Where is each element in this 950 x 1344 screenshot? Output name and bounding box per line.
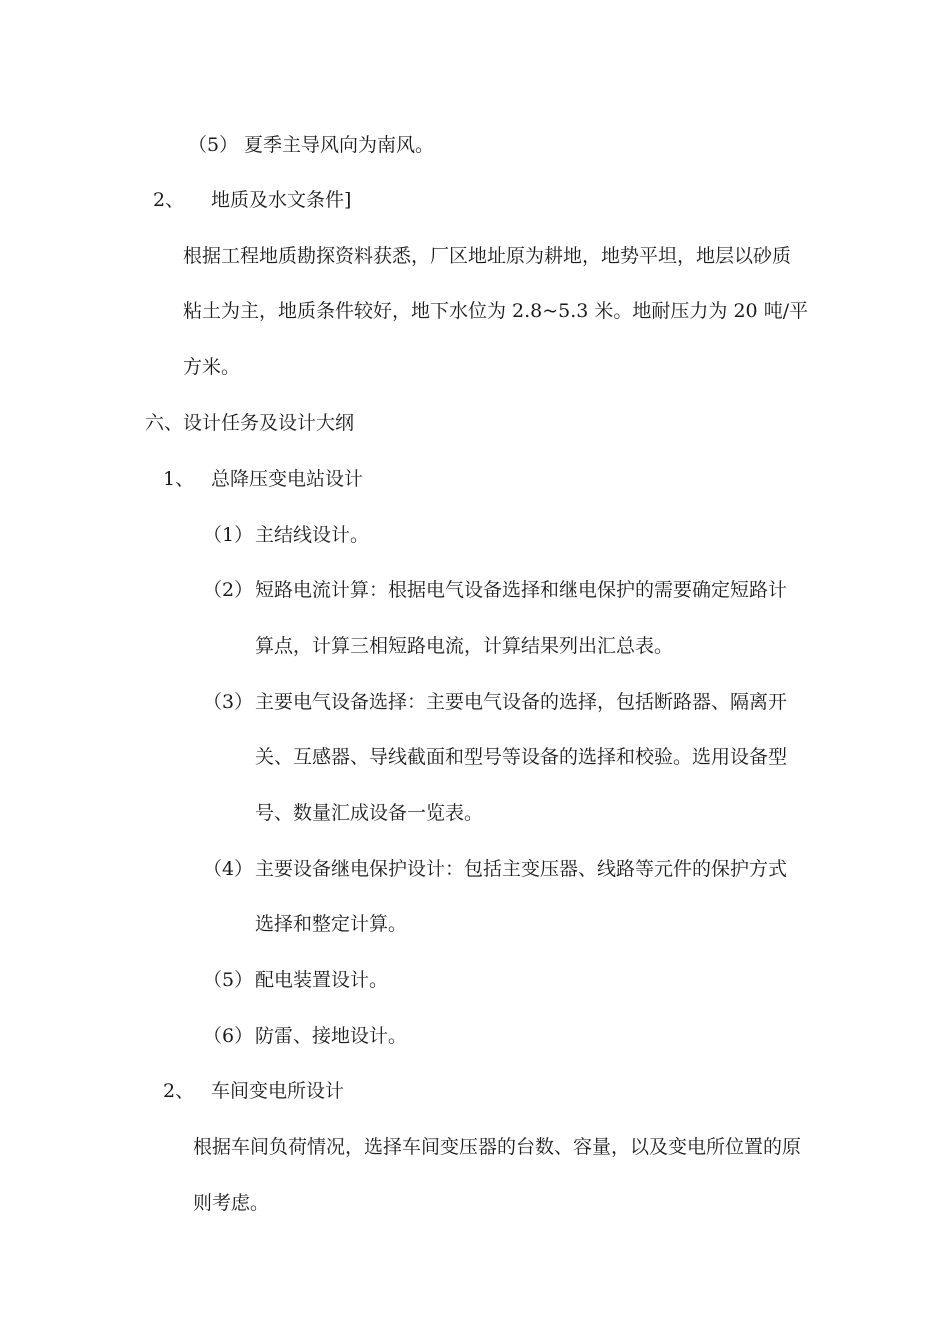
paragraph-line: 粘土为主，地质条件较好，地下水位为 2.8~5.3 米。地耐压力为 20 吨/平 [183,300,809,322]
section-number: 2、 [163,1080,195,1102]
list-marker: （6） [203,1025,254,1047]
list-item-text: 主结线设计。 [255,524,370,546]
paragraph-line: 则考虑。 [193,1192,270,1214]
list-item-text: 选择和整定计算。 [255,913,408,935]
list-marker: （4） [203,858,254,880]
section-heading: 车间变电所设计 [211,1080,345,1102]
list-item-text: 主要电气设备选择：主要电气设备的选择，包括断路器、隔离开 [255,691,788,713]
list-marker: （5） [203,969,254,991]
list-item-text: 短路电流计算：根据电气设备选择和继电保护的需要确定短路计 [255,579,788,601]
paragraph-line: 根据工程地质勘探资料获悉，厂区地址原为耕地，地势平坦，地层以砂质 [183,245,792,267]
list-item-text: 夏季主导风向为南风。 [244,134,435,156]
list-item-text: 算点，计算三相短路电流，计算结果列出汇总表。 [255,635,674,657]
chapter-heading: 六、设计任务及设计大纲 [145,412,355,434]
paragraph-line: 方米。 [183,356,241,378]
list-marker: （5） [188,134,239,156]
section-heading: 总降压变电站设计 [211,468,364,490]
list-item-text: 配电装置设计。 [255,969,389,991]
section-number: 1、 [163,468,195,490]
list-item-text: 主要设备继电保护设计：包括主变压器、线路等元件的保护方式 [255,858,788,880]
list-item-text: 号、数量汇成设备一览表。 [255,802,484,824]
section-number: 2、 [153,189,185,211]
list-marker: （3） [203,691,254,713]
list-marker: （1） [203,524,254,546]
list-marker: （2） [203,579,254,601]
paragraph-line: 根据车间负荷情况，选择车间变压器的台数、容量，以及变电所位置的原 [193,1136,802,1158]
list-item-text: 关、互感器、导线截面和型号等设备的选择和校验。选用设备型 [255,746,788,768]
list-item-text: 防雷、接地设计。 [255,1025,408,1047]
section-heading: 地质及水文条件] [211,189,352,211]
